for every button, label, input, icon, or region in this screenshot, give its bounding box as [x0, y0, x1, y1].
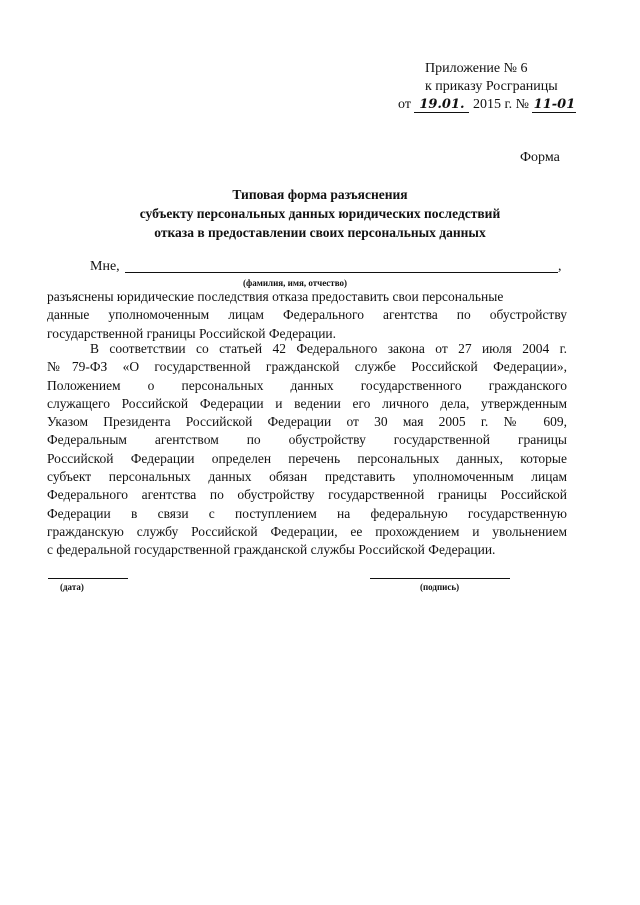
para2-line: гражданскую службу Российской Федерации, ее прохождением и увольнением	[47, 523, 567, 539]
appendix-line-2: к приказу Росграницы	[425, 79, 558, 94]
paragraph-1	[47, 288, 567, 343]
signature-fill-line	[370, 578, 510, 579]
para2-line: Федерации в связи с поступлением на федеральную государственную	[47, 505, 567, 521]
para2-line: Российской Федерации определен перечень персональных данных, которые	[47, 450, 567, 466]
date-caption: (дата)	[60, 582, 84, 592]
para2-line: субъект персональных данных обязан представить уполномоченным лицам	[47, 469, 567, 485]
signature-caption: (подпись)	[420, 582, 460, 592]
title-line-3: отказа в предоставлении своих персональных данных	[154, 225, 486, 240]
para2-line: с федеральной государственной гражданской службы Российской Федерации.	[47, 542, 496, 558]
para2-line: Федерального агентства по обустройству государственной границы Российской	[47, 487, 567, 503]
name-fill-line	[125, 272, 558, 273]
para2-line: Положением о персональных данных государственного гражданского	[47, 377, 567, 393]
form-label: Форма	[520, 150, 560, 165]
para1-line: государственной границы Российской Федерации.	[47, 325, 337, 341]
appendix-date-line	[385, 96, 615, 114]
document-title	[0, 185, 640, 242]
handwritten-number: 11-01	[533, 97, 576, 112]
title-line-2: субъекту персональных данных юридических последствий	[139, 206, 501, 221]
para1-line: данные уполномоченным лицам Федерального агентства по обустройству	[47, 307, 567, 323]
para2-line: №79-ФЗ «О государственной гражданской службе Российской Федерации»,	[47, 359, 567, 375]
date-year: 2015 г. №	[472, 97, 529, 112]
para2-line: В соответствии со статьей 42 Федерального закона от 27 июля 2004 г.	[90, 341, 567, 356]
handwritten-date: 19.01.	[414, 98, 469, 113]
para2-line: Федеральным агентством по обустройству государственной границы	[47, 432, 567, 448]
date-prefix: от	[398, 97, 411, 112]
appendix-header	[385, 60, 615, 114]
me-label: Мне,	[90, 259, 120, 274]
name-caption: (фамилия, имя, отчество)	[243, 278, 348, 288]
title-line-1: Типовая форма разъяснения	[232, 187, 408, 202]
paragraph-2	[47, 340, 567, 560]
para1-line: разъяснены юридические последствия отказа предоставить свои персональные	[47, 289, 504, 304]
appendix-line-1: Приложение № 6	[425, 61, 528, 76]
para2-line: служащего Российской Федерации и ведении его личного дела, утвержденным	[47, 395, 567, 411]
para2-line: Указом Президента Российской Федерации от 30 мая 2005 г. № 609,	[47, 414, 567, 430]
me-comma: ,	[558, 259, 562, 274]
date-fill-line	[48, 578, 128, 579]
